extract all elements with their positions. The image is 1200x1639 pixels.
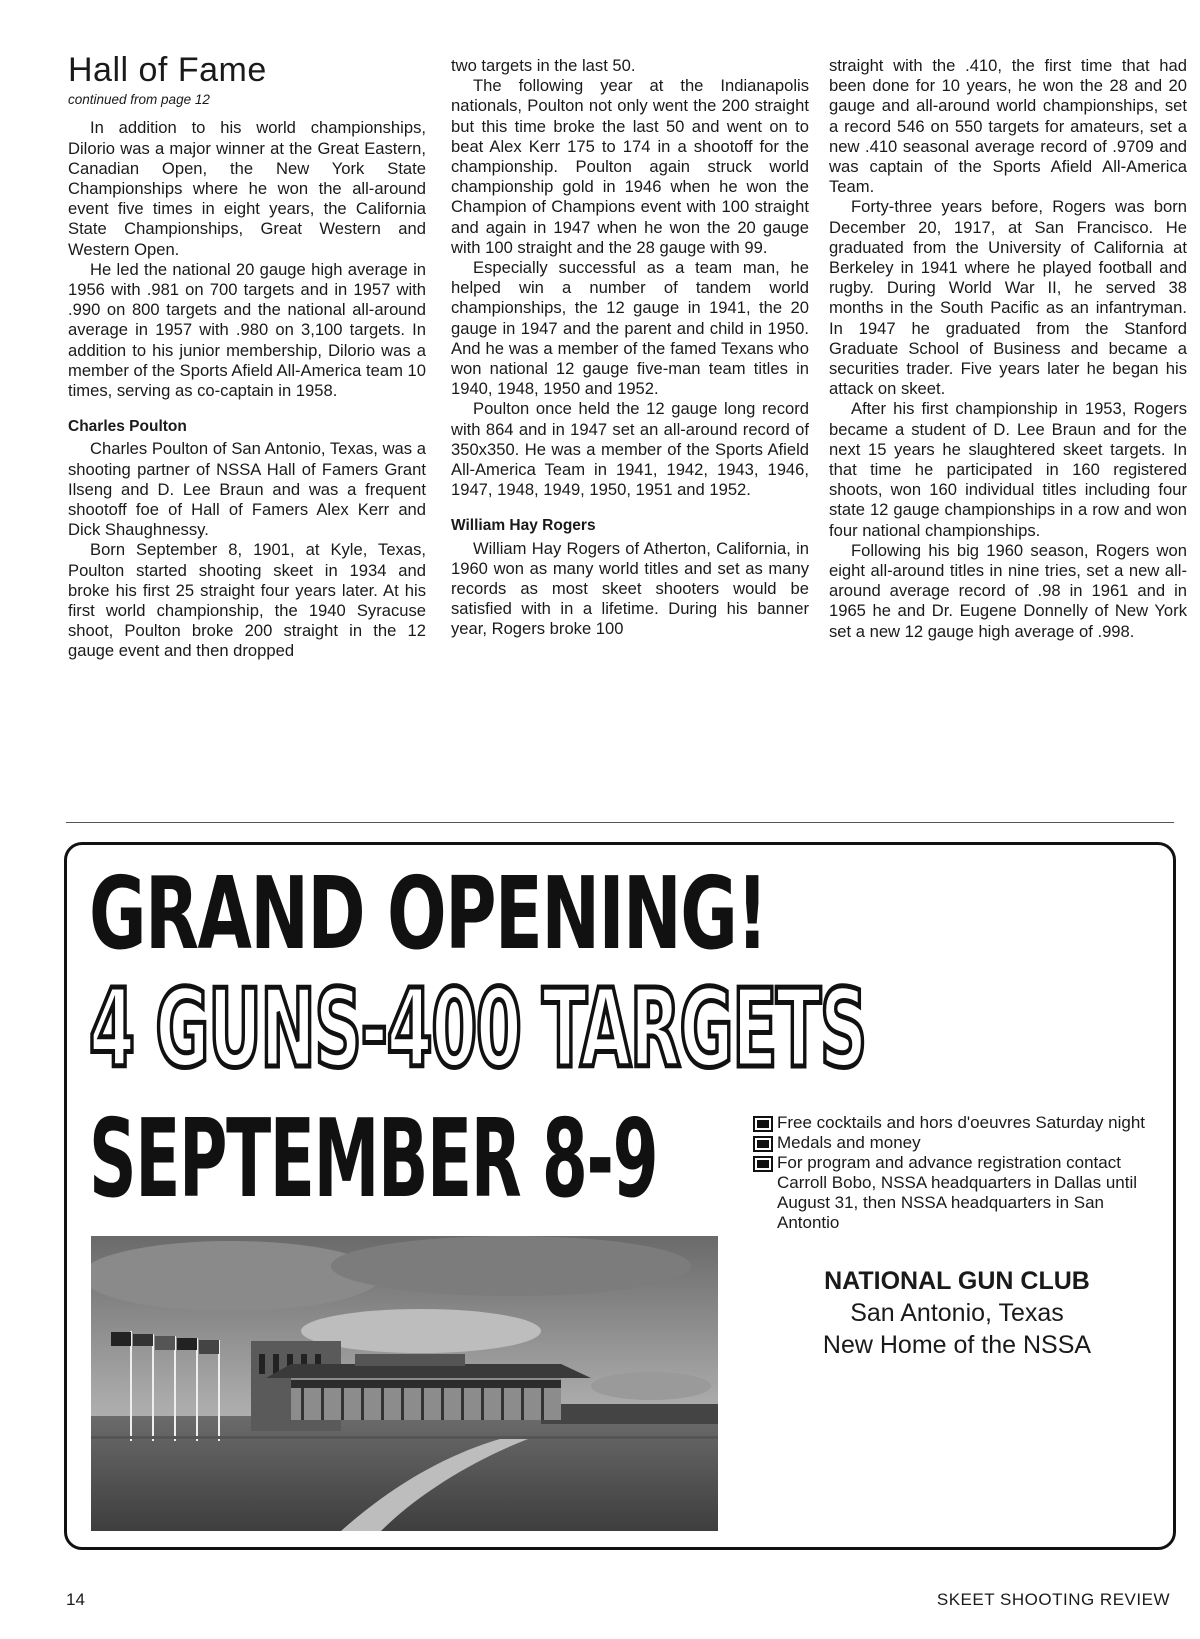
list-item [753,1113,1153,1133]
paragraph: After his first championship in 1953, Rogers became a student of D. Lee Braun and for the next 15 years he slaughtered skeet targets. In that time he participated in 160 registered shoots, won 160 individual titles including four state 12 gauge championships in a row and won four national championships. [829,399,1187,540]
club-location: San Antonio, Texas [850,1299,1064,1327]
continued-note: continued from page 12 [68,92,210,108]
section-heading-poulton: Charles Poulton [68,418,187,436]
magazine-name: SKEET SHOOTING REVIEW [936,1590,1170,1609]
paragraph: The following year at the Indianapolis nationals, Poulton not only went the 200 straight but this time broke the last 50 and went on to beat Alex Kerr 175 to 174 in a shootoff for the championship. Poulton again struck world championship gold in 1946 when he won the Champion of Champions event with 100 straight and again in 1947 when he won the 20 gauge with 100 straight and the 28 gauge with 99. [451,76,809,257]
club-name: NATIONAL GUN CLUB [824,1267,1090,1295]
ad-headline-date: SEPTEMBER 8-9 [89,1097,658,1222]
club-info [767,1265,1147,1361]
paragraph: Especially successful as a team man, he helped win a number of tandem world championships, the 12 gauge in 1941, the 20 gauge in 1947 and the parent and child in 1950. And he was a member of the famed Texans who won national 12 gauge five-man team titles in 1940, 1948, 1950 and 1952. [451,258,809,399]
ad-bullet-list [753,1113,1153,1233]
bullet-text: For program and advance registration contact Carroll Bobo, NSSA headquarters in Dallas until August 31, then NSSA headquarters in San Antontio [777,1153,1138,1232]
article-column-1 [68,51,426,662]
divider-rule [66,822,1174,823]
paragraph: two targets in the last 50. [451,56,636,75]
page-number: 14 [66,1590,85,1609]
ad-headline-guns-targets: 4 GUNS-400 TARGETS [89,967,866,1092]
bullet-text: Medals and money [777,1133,921,1152]
advertisement-box [64,842,1176,1550]
section-heading-rogers: William Hay Rogers [451,517,596,535]
clubhouse-photo [91,1236,718,1531]
bullet-box-icon [753,1116,773,1132]
list-item [753,1153,1153,1233]
article-title: Hall of Fame [68,51,267,89]
clubhouse-photo-icon [91,1236,718,1531]
paragraph: Forty-three years before, Rogers was born December 20, 1917, at San Francisco. He graduated from the University of California at Berkeley in 1941 where he played football and rugby. During World War II, he served 38 months in the South Pacific as an infantryman. In 1947 he graduated from the Stanford Graduate School of Business and became a securities trader. Five years later he began his attack on skeet. [829,197,1187,399]
paragraph: Charles Poulton of San Antonio, Texas, was a shooting partner of NSSA Hall of Famers Grant Ilseng and D. Lee Braun and was a frequent shootoff foe of Hall of Famers Alex Kerr and Dick Shaughnessy. [68,439,426,540]
bullet-text: Free cocktails and hors d'oeuvres Saturday night [777,1113,1145,1132]
article-column-2 [451,56,809,640]
bullet-box-icon [753,1136,773,1152]
paragraph: Poulton once held the 12 gauge long record with 864 and in 1947 set an all-around record of 350x350. He was a member of the Sports Afield All-America Team in 1941, 1942, 1943, 1946, 1947, 1948, 1949, 1950, 1951 and 1952. [451,399,809,500]
paragraph: He led the national 20 gauge high average in 1956 with .981 on 700 targets and in 1957 with .990 on 800 targets and the national all-around average in 1957 with .980 on 3,100 targets. In addition to his junior membership, Dilorio was a member of the Sports Afield All-America team 10 times, serving as co-captain in 1958. [68,259,426,401]
bullet-box-icon [753,1156,773,1172]
paragraph: Born September 8, 1901, at Kyle, Texas, Poulton started shooting skeet in 1934 and broke his first 25 straight four years later. At his first world championship, the 1940 Syracuse shoot, Poulton broke 200 straight in the 12 gauge event and then dropped [68,540,426,661]
article-column-3 [829,56,1187,642]
paragraph: In addition to his world championships, Dilorio was a major winner at the Great Eastern, Canadian Open, the New York State Championships where he won the all-around event five times in eight years, the California State Championships, Great Western and Western Open. [68,118,426,259]
ad-headline-grand-opening: GRAND OPENING! [89,855,767,972]
paragraph: William Hay Rogers of Atherton, California, in 1960 won as many world titles and set as many records as most skeet shooters would be satisfied with in a lifetime. During his banner year, Rogers broke 100 [451,538,809,639]
paragraph: straight with the .410, the first time that had been done for 10 years, he won the 28 and 20 gauge and all-around world championships, set a record 546 on 550 targets for amateurs, set a new .410 seasonal average record of .9709 and was captain of the Sports Afield All-America Team. [829,56,1187,197]
club-tagline: New Home of the NSSA [822,1331,1092,1359]
list-item [753,1133,1153,1153]
paragraph: Following his big 1960 season, Rogers won eight all-around titles in nine tries, set a new all-around average record of .98 in 1961 and in 1965 he and Dr. Eugene Donnelly of New York set a new 12 gauge high average of .998. [829,540,1187,641]
